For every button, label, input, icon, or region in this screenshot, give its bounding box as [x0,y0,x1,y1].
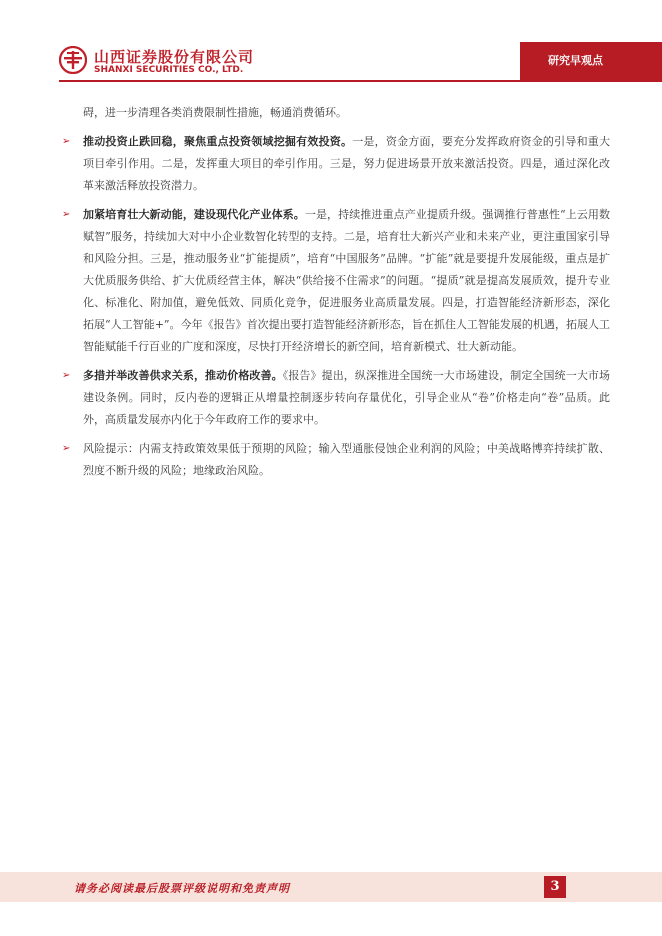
paragraph-text: 一是，持续推进重点产业提质升级。强调推行普惠性“上云用数赋智”服务，持续加大对中小企业数智化转型的支持。二是，培育壮大新兴产业和未来产业，更注重国家引导和风险分担。三是，推动服务业“扩能提质”，培育“中国服务”品牌。“扩能”就是要提升发展能级，重点是扩大优质服务供给、扩大优质经营主体，解决“供给接不住需求”的问题。“提质”就是提高发展质效，提升专业化、标准化、附加值，避免低效、同质化竞争，促进服务业高质量发展。四是，打造智能经济新形态，深化拓展“人工智能+”。今年《报告》首次提出要打造智能经济新形态，旨在抓住人工智能发展的机遇，拓展人工智能赋能千行百业的广度和深度，尽快打开经济增长的新空间，培育新模式、壮大新动能。 [83,208,611,353]
paragraph-risk [60,438,610,482]
bullet-arrow-icon: ➢ [62,370,71,381]
header-tag: 研究早观点 [548,54,603,67]
bullet-arrow-icon: ➢ [62,136,71,147]
paragraph-lead: 推动投资止跌回稳，聚焦重点投资领域挖掘有效投资。 [83,135,353,148]
paragraph-text: 一是，资金方面，要充分发挥政府资金的引导和重大项目牵引作用。二是，发挥重大项目的牵引作用。三是，努力促进场景开放来激活投资。四是，通过深化改革来激活释放投资潜力。 [83,135,610,192]
paragraph-new-momentum [60,204,610,358]
page-header [0,0,662,86]
paragraph-lead: 加紧培育壮大新动能，建设现代化产业体系。 [83,208,305,221]
main-content [60,102,610,489]
bullet-arrow-icon: ➢ [62,209,71,220]
paragraph-investment [60,131,610,197]
bullet-arrow-icon: ➢ [62,443,71,454]
company-name-cn: 山西证券股份有限公司 [94,48,255,66]
paragraph-supply-demand [60,365,610,431]
company-name-en: SHANXI SECURITIES CO., LTD. [94,65,244,75]
header-divider [59,80,662,82]
paragraph-lead: 多措并举改善供求关系，推动价格改善。 [83,369,283,382]
paragraph-text: 碍，进一步清理各类消费限制性措施，畅通消费循环。 [83,106,347,119]
paragraph-text: 风险提示：内需支持政策效果低于预期的风险；输入型通胀侵蚀企业利润的风险；中美战略博弈持续扩散、烈度不断升级的风险；地缘政治风险。 [83,442,610,477]
paragraph-continuation [60,102,610,124]
paragraph-text: 《报告》提出，纵深推进全国统一大市场建设，制定全国统一大市场建设条例。同时，反内卷的逻辑正从增量控制逐步转向存量优化，引导企业从“卷”价格走向“卷”品质。此外，高质量发展亦内化于今年政府工作的要求中。 [83,369,611,426]
footer-disclaimer: 请务必阅读最后股票评级说明和免责声明 [74,882,290,895]
page-number: 3 [544,876,566,898]
company-logo-icon [59,46,87,74]
